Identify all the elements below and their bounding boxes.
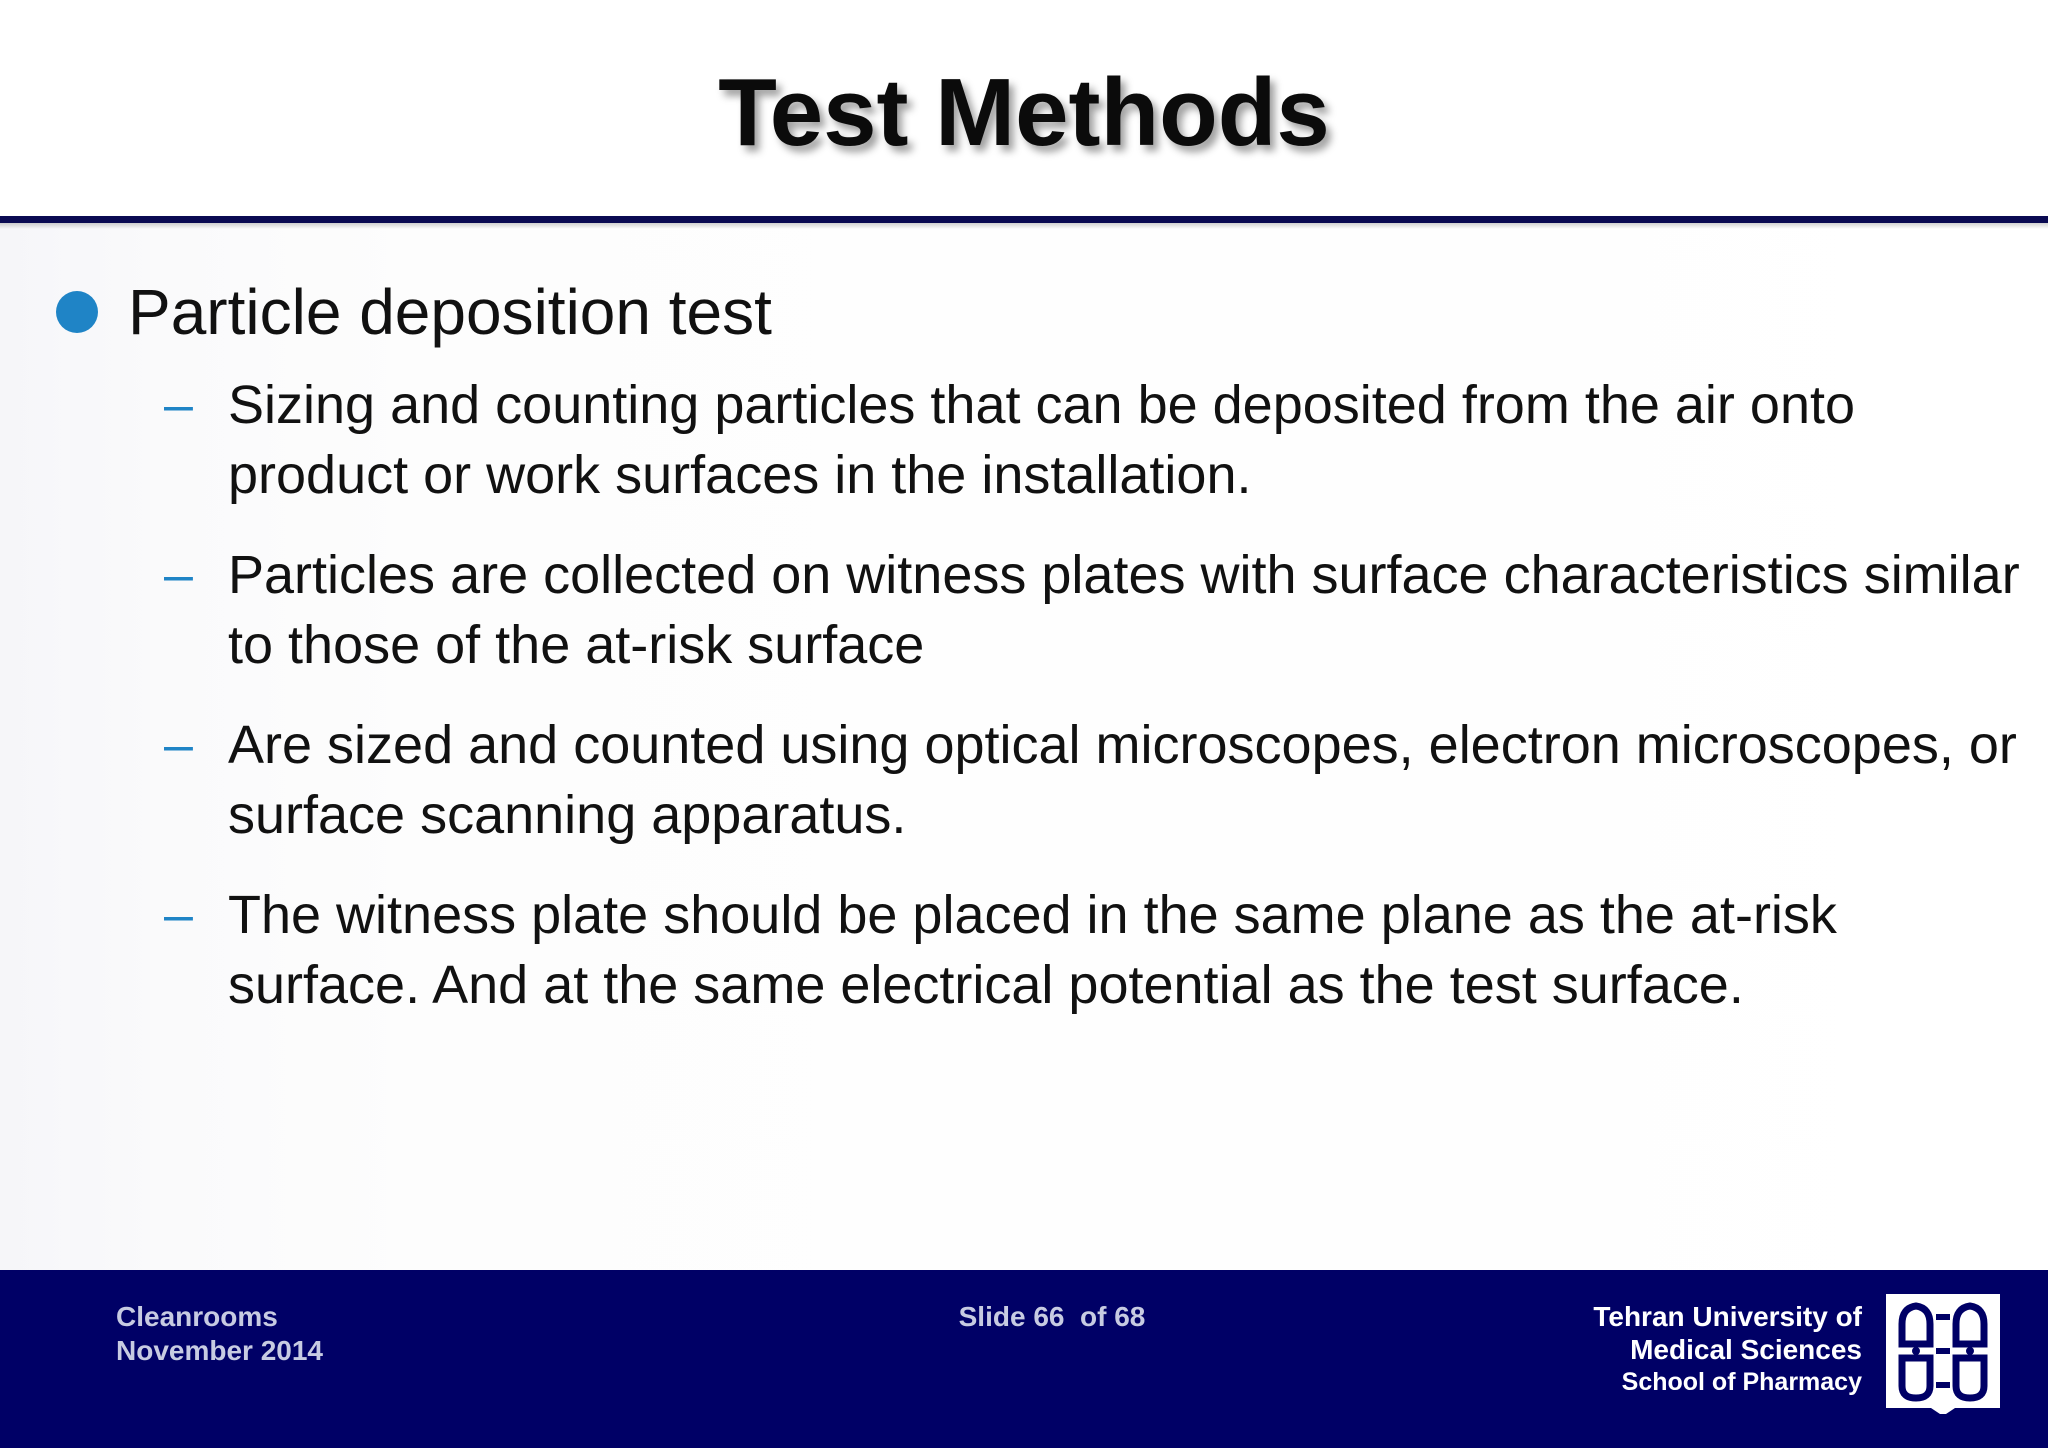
institution-line-2: Medical Sciences	[1630, 1334, 1862, 1365]
footer-course-title: Cleanrooms	[116, 1301, 278, 1332]
bullet-dot-icon	[56, 291, 98, 333]
slide-title: Test Methods	[718, 59, 1330, 166]
title-divider	[0, 216, 2048, 223]
sub-bullet	[164, 710, 2024, 850]
footer-institution	[1593, 1300, 1862, 1399]
dash-icon: –	[164, 886, 193, 944]
sub-bullet	[164, 540, 2024, 680]
sub-bullet-text: The witness plate should be placed in the same plane as the at-risk surface. And at the same electrical potential as the test surface.	[228, 885, 1837, 1015]
main-bullet-text: Particle deposition test	[128, 276, 772, 348]
institution-line-1: Tehran University of	[1593, 1301, 1862, 1332]
dash-icon: –	[164, 376, 193, 434]
title-divider-shadow	[0, 223, 2048, 229]
sub-bullet	[164, 370, 2024, 510]
sub-bullet-list	[164, 370, 2024, 1050]
sub-bullet-text: Sizing and counting particles that can be deposited from the air onto product or work surfaces in the installation.	[228, 375, 1856, 505]
university-logo-icon	[1886, 1294, 2000, 1414]
slide-counter: Slide 66 of 68	[958, 1301, 1146, 1332]
footer-bar	[0, 1270, 2048, 1448]
sub-bullet	[164, 880, 2024, 1020]
title-area	[0, 0, 2048, 216]
main-bullet	[56, 272, 772, 352]
dash-icon: –	[164, 546, 193, 604]
institution-line-3: School of Pharmacy	[1621, 1368, 1862, 1396]
sub-bullet-text: Particles are collected on witness plates with surface characteristics similar to those of the at-risk surface	[228, 545, 2020, 675]
footer-date: November 2014	[116, 1335, 324, 1366]
sub-bullet-text: Are sized and counted using optical microscopes, electron microscopes, or surface scanning apparatus.	[228, 715, 2017, 845]
dash-icon: –	[164, 716, 193, 774]
